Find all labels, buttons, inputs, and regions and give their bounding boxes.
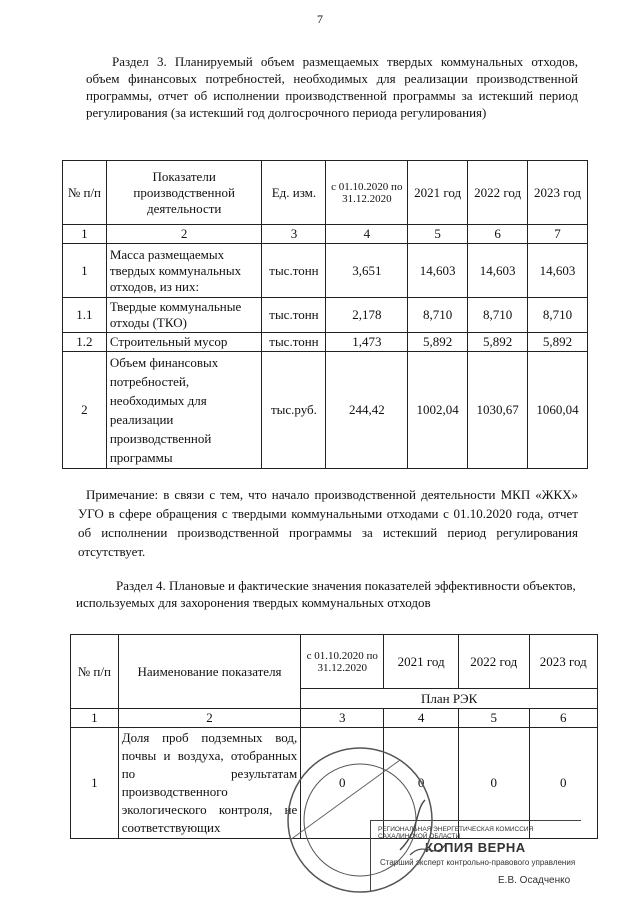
row-number: 1.1	[63, 298, 107, 333]
table-header-row	[63, 161, 588, 225]
row-number: 1.2	[63, 333, 107, 352]
row-value-2022: 1030,67	[468, 352, 528, 469]
signer-position: Старший эксперт контрольно-правового управления	[380, 858, 576, 867]
row-number: 1	[63, 244, 107, 298]
col-number: 4	[326, 225, 408, 244]
col-header-unit: Ед. изм.	[262, 161, 326, 225]
col-number: 3	[262, 225, 326, 244]
subheader-plan-rek: План РЭК	[301, 689, 598, 709]
row-value-2023: 8,710	[528, 298, 588, 333]
col-header-number: № п/п	[71, 635, 119, 709]
col-header-number: № п/п	[63, 161, 107, 225]
row-value-2022: 0	[458, 728, 529, 839]
section3-table	[62, 160, 588, 469]
section3-heading: Раздел 3. Планируемый объем размещаемых твердых коммунальных отходов, объем финансовых потребностей, необходимых для реализации производственной программы, отчет об исполнении производственной программы за истекший период регулирования (за истекший год долгосрочного периода регулирования)	[86, 54, 578, 120]
section4-heading: Раздел 4. Плановые и фактические значения показателей эффективности объектов, используемых для захоронения твердых коммунальных отходов	[76, 578, 576, 610]
col-header-period-2020: с 01.10.2020 по 31.12.2020	[326, 161, 408, 225]
row-value-2021: 1002,04	[408, 352, 468, 469]
row-value-2022: 14,603	[468, 244, 528, 298]
col-number: 1	[71, 709, 119, 728]
table-row	[63, 333, 588, 352]
col-number: 5	[408, 225, 468, 244]
row-indicator: Доля проб подземных вод, почвы и воздуха, отобранных по результатам производственного экологического контроля, не соответствующих	[118, 728, 301, 839]
table-row	[63, 298, 588, 333]
row-number: 1	[71, 728, 119, 839]
row-indicator: Строительный мусор	[106, 333, 262, 352]
col-number: 6	[529, 709, 598, 728]
col-number: 3	[301, 709, 384, 728]
col-header-indicator-name: Наименование показателя	[118, 635, 301, 709]
col-header-indicator: Показатели производственной деятельности	[106, 161, 262, 225]
row-value-2022: 5,892	[468, 333, 528, 352]
col-header-2023: 2023 год	[528, 161, 588, 225]
certification-board: РЕГИОНАЛЬНАЯ ЭНЕРГЕТИЧЕСКАЯ КОМИССИЯ САХАЛИНСКОЙ ОБЛАСТИ	[378, 826, 534, 840]
row-value-2023: 0	[529, 728, 598, 839]
row-number: 2	[63, 352, 107, 469]
copy-certified-label: КОПИЯ ВЕРНА	[425, 840, 526, 855]
row-indicator: Объем финансовых потребностей, необходимых для реализации производственной программы	[106, 352, 262, 469]
table-row	[63, 352, 588, 469]
row-unit: тыс.тонн	[262, 244, 326, 298]
row-unit: тыс.тонн	[262, 333, 326, 352]
col-header-2021: 2021 год	[408, 161, 468, 225]
col-header-period-2020: с 01.10.2020 по 31.12.2020	[301, 635, 384, 689]
page-number: 7	[317, 12, 323, 26]
row-value-2021: 0	[384, 728, 459, 839]
row-value-2020: 0	[301, 728, 384, 839]
col-number: 4	[384, 709, 459, 728]
row-value-2020: 3,651	[326, 244, 408, 298]
column-number-row	[63, 225, 588, 244]
table-header-row	[71, 635, 598, 689]
row-value-2020: 1,473	[326, 333, 408, 352]
round-seal-icon	[250, 740, 470, 900]
row-unit: тыс.тонн	[262, 298, 326, 333]
row-value-2023: 5,892	[528, 333, 588, 352]
signer-name: Е.В. Осадченко	[498, 875, 571, 886]
col-header-2022: 2022 год	[468, 161, 528, 225]
row-value-2023: 1060,04	[528, 352, 588, 469]
row-unit: тыс.руб.	[262, 352, 326, 469]
col-number: 6	[468, 225, 528, 244]
row-value-2022: 8,710	[468, 298, 528, 333]
row-value-2020: 244,42	[326, 352, 408, 469]
table-row	[63, 244, 588, 298]
row-indicator: Масса размещаемых твердых коммунальных отходов, из них:	[106, 244, 262, 298]
col-number: 5	[458, 709, 529, 728]
row-value-2020: 2,178	[326, 298, 408, 333]
row-value-2021: 5,892	[408, 333, 468, 352]
row-value-2021: 14,603	[408, 244, 468, 298]
column-number-row	[71, 709, 598, 728]
col-number: 2	[118, 709, 301, 728]
col-number: 1	[63, 225, 107, 244]
col-header-2023: 2023 год	[529, 635, 598, 689]
col-number: 2	[106, 225, 262, 244]
section3-note: Примечание: в связи с тем, что начало производственной деятельности МКП «ЖКХ» УГО в сфере обращения с твердыми коммунальными отходами с 01.10.2020 года, отчет об исполнении производственной программы за истекший период регулирования отсутствует.	[78, 487, 578, 559]
row-value-2023: 14,603	[528, 244, 588, 298]
row-indicator: Твердые коммунальные отходы (ТКО)	[106, 298, 262, 333]
col-number: 7	[528, 225, 588, 244]
row-value-2021: 8,710	[408, 298, 468, 333]
col-header-2021: 2021 год	[384, 635, 459, 689]
col-header-2022: 2022 год	[458, 635, 529, 689]
